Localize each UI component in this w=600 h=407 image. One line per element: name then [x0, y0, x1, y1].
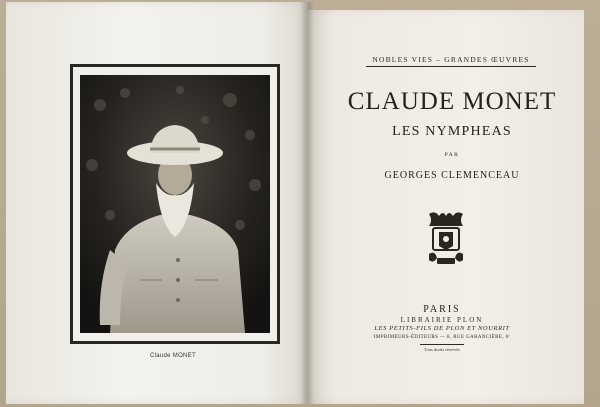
portrait-frame	[70, 64, 280, 344]
divider-rule	[420, 344, 464, 345]
publisher-name: LIBRAIRIE PLON	[400, 316, 484, 324]
author-name: GEORGES CLEMENCEAU	[384, 170, 520, 181]
book-gutter	[300, 2, 314, 404]
by-label: PAR	[444, 152, 460, 158]
book-subtitle: LES NYMPHEAS	[392, 124, 512, 139]
series-heading: NOBLES VIES – GRANDES ŒUVRES	[366, 55, 536, 67]
publisher-city: PARIS	[423, 304, 461, 315]
rights-note: Tous droits réservés	[424, 347, 460, 352]
portrait-image	[80, 75, 270, 333]
publisher-emblem-icon	[425, 210, 467, 268]
portrait-caption: Claude MONET	[150, 353, 196, 359]
book-title: CLAUDE MONET	[347, 88, 557, 115]
publisher-address: IMPRIMEURS-ÉDITEURS — 8, RUE GARANCIÈRE, 6ᵉ	[373, 335, 511, 340]
portrait-photo	[80, 75, 270, 333]
publisher-line: LES PETITS-FILS DE PLON ET NOURRIT	[374, 325, 510, 332]
